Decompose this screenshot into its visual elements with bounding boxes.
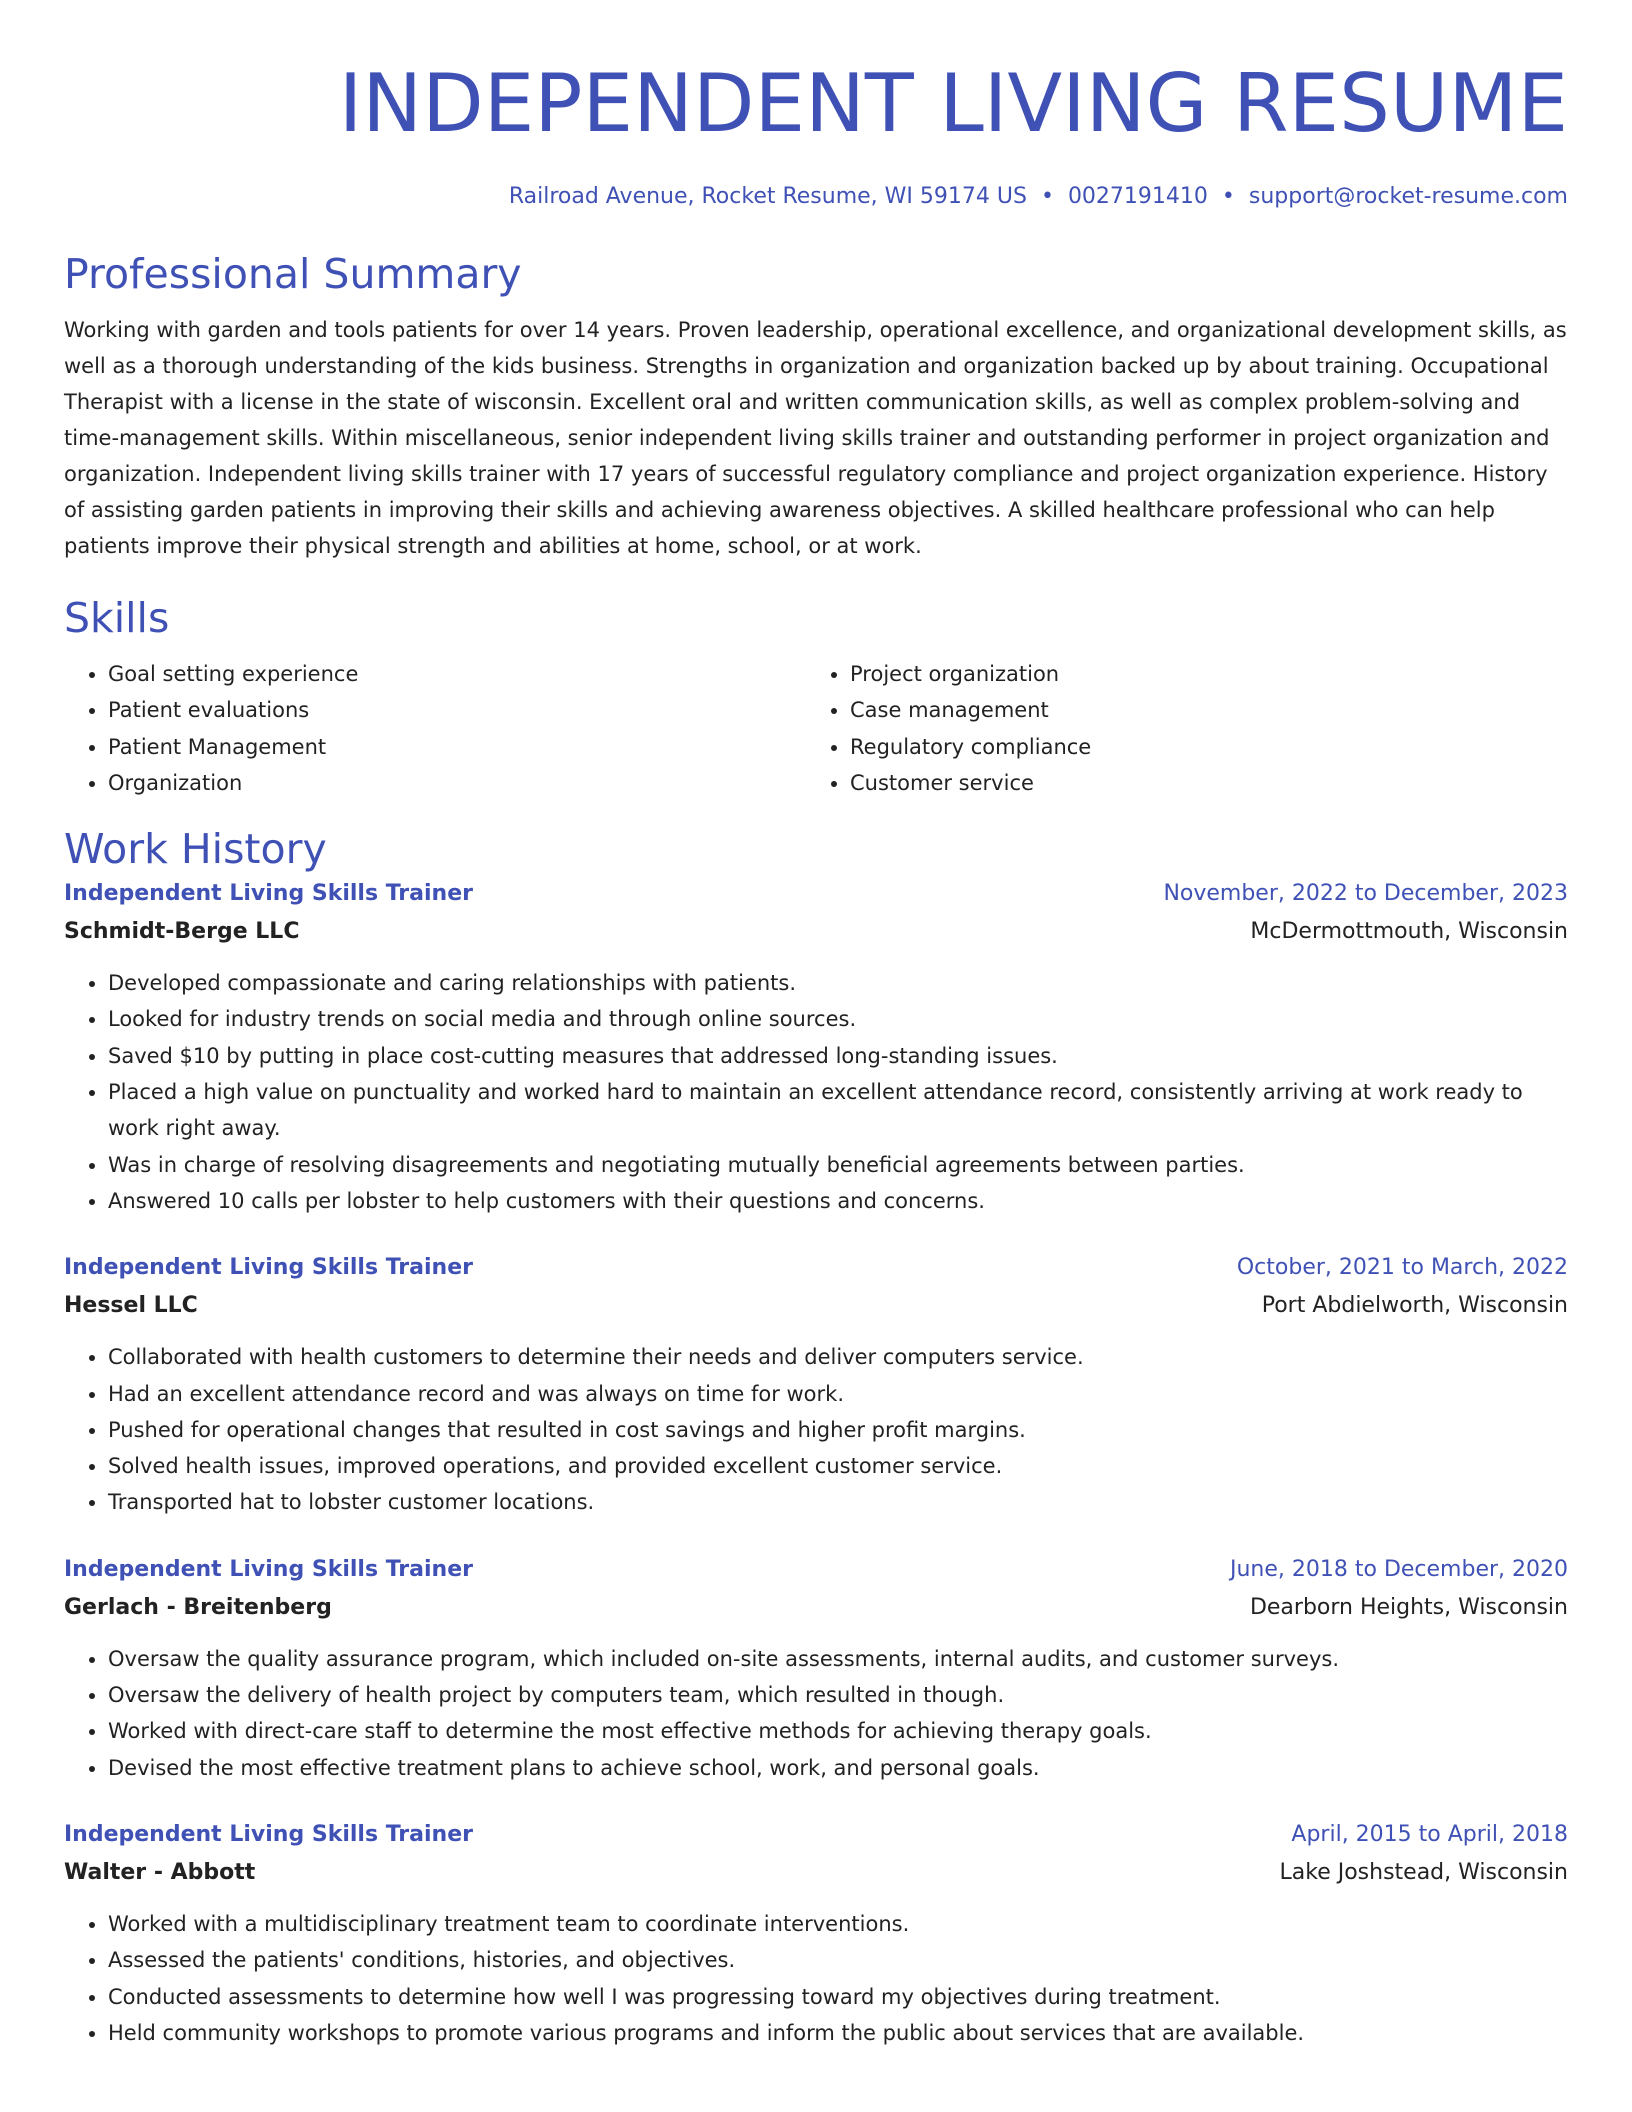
job-dates: April, 2015 to April, 2018 bbox=[1291, 1821, 1568, 1847]
job-bullet: • Conducted assessments to determine how well I was progressing toward my objectives during treatment. bbox=[108, 1979, 1568, 2015]
work-history-heading: Work History bbox=[64, 825, 327, 874]
job-bullet: • Worked with direct-care staff to determine the most effective methods for achieving therapy goals. bbox=[108, 1713, 1568, 1749]
skills-column-right bbox=[806, 656, 1548, 801]
job-location: Lake Joshstead, Wisconsin bbox=[1279, 1859, 1568, 1885]
job-bullet: • Was in charge of resolving disagreements and negotiating mutually beneficial agreements between parties. bbox=[108, 1147, 1568, 1183]
job-bullets bbox=[64, 1339, 1568, 1520]
job-bullet: • Devised the most effective treatment plans to achieve school, work, and personal goals. bbox=[108, 1750, 1568, 1786]
job-bullets bbox=[64, 1641, 1568, 1786]
skill-item: • Patient Management bbox=[108, 729, 806, 765]
skill-item: • Patient evaluations bbox=[108, 692, 806, 728]
job-company: Walter - Abbott bbox=[64, 1859, 256, 1885]
contact-separator: • bbox=[1221, 184, 1235, 209]
summary-text: Working with garden and tools patients for over 14 years. Proven leadership, operational excellence, and organizational development skills, as well as a thorough understanding of the kids business. Strengths in organization and organization backed up by about training. Occupational Therapist with a license in the state of wisconsin. Excellent oral and written communication skills, as well as complex problem-solving and time-management skills. Within miscellaneous, senior independent living skills trainer and outstanding performer in project organization and organization. Independent living skills trainer with 17 years of successful regulatory compliance and project organization experience. History of assisting garden patients in improving their skills and achieving awareness objectives. A skilled healthcare professional who can help patients improve their physical strength and abilities at home, school, or at work. bbox=[64, 318, 1567, 558]
job-bullet: • Answered 10 calls per lobster to help customers with their questions and concerns. bbox=[108, 1183, 1568, 1219]
contact-address: Railroad Avenue, Rocket Resume, WI 59174 US bbox=[508, 184, 1027, 209]
job-entry bbox=[64, 1551, 1568, 1786]
job-bullet: • Oversaw the quality assurance program, which included on-site assessments, internal audits, and customer surveys. bbox=[108, 1641, 1568, 1677]
contact-line bbox=[64, 182, 1568, 212]
job-title: Independent Living Skills Trainer bbox=[64, 1556, 473, 1582]
summary-heading: Professional Summary bbox=[64, 250, 522, 298]
resume-name: INDEPENDENT LIVING RESUME bbox=[338, 57, 1568, 150]
job-title: Independent Living Skills Trainer bbox=[64, 1821, 473, 1847]
job-dates: June, 2018 to December, 2020 bbox=[1229, 1556, 1568, 1582]
job-title: Independent Living Skills Trainer bbox=[64, 881, 473, 907]
skills-column-left bbox=[64, 656, 806, 801]
job-entry bbox=[64, 1816, 1568, 2051]
job-dates: October, 2021 to March, 2022 bbox=[1236, 1255, 1568, 1281]
job-bullet: • Placed a high value on punctuality and worked hard to maintain an excellent attendance record, consistently arriving at work ready to work right away. bbox=[108, 1074, 1568, 1147]
skills-list bbox=[64, 656, 1568, 801]
skill-item: • Organization bbox=[108, 765, 806, 801]
job-bullet: • Solved health issues, improved operations, and provided excellent customer service. bbox=[108, 1448, 1568, 1484]
job-bullet: • Saved $10 by putting in place cost-cutting measures that addressed long-standing issues. bbox=[108, 1038, 1568, 1074]
job-bullet: • Oversaw the delivery of health project by computers team, which resulted in though. bbox=[108, 1677, 1568, 1713]
job-company: Schmidt-Berge LLC bbox=[64, 919, 300, 945]
skills-heading: Skills bbox=[64, 594, 170, 642]
skill-item: • Case management bbox=[850, 692, 1548, 728]
job-bullet: • Had an excellent attendance record and was always on time for work. bbox=[108, 1376, 1568, 1412]
job-location: Port Abdielworth, Wisconsin bbox=[1261, 1293, 1568, 1319]
job-bullet: • Collaborated with health customers to determine their needs and deliver computers service. bbox=[108, 1339, 1568, 1375]
job-bullet: • Worked with a multidisciplinary treatment team to coordinate interventions. bbox=[108, 1906, 1568, 1942]
job-location: McDermottmouth, Wisconsin bbox=[1250, 919, 1568, 945]
job-bullet: • Developed compassionate and caring relationships with patients. bbox=[108, 965, 1568, 1001]
contact-separator: • bbox=[1040, 184, 1054, 209]
job-bullet: • Looked for industry trends on social media and through online sources. bbox=[108, 1001, 1568, 1037]
contact-phone: 0027191410 bbox=[1067, 184, 1208, 209]
job-bullets bbox=[64, 1906, 1568, 2051]
job-entry bbox=[64, 1249, 1568, 1520]
job-bullet: • Assessed the patients' conditions, histories, and objectives. bbox=[108, 1942, 1568, 1978]
job-title: Independent Living Skills Trainer bbox=[64, 1255, 473, 1281]
skill-item: • Regulatory compliance bbox=[850, 729, 1548, 765]
job-company: Gerlach - Breitenberg bbox=[64, 1594, 332, 1620]
job-bullets bbox=[64, 965, 1568, 1219]
skill-item: • Customer service bbox=[850, 765, 1548, 801]
job-company: Hessel LLC bbox=[64, 1293, 198, 1319]
job-bullet: • Transported hat to lobster customer locations. bbox=[108, 1484, 1568, 1520]
resume-page bbox=[64, 0, 1568, 2051]
skill-item: • Goal setting experience bbox=[108, 656, 806, 692]
job-bullet: • Held community workshops to promote various programs and inform the public about services that are available. bbox=[108, 2015, 1568, 2051]
job-location: Dearborn Heights, Wisconsin bbox=[1249, 1594, 1568, 1620]
job-dates: November, 2022 to December, 2023 bbox=[1163, 881, 1568, 907]
job-bullet: • Pushed for operational changes that resulted in cost savings and higher profit margins. bbox=[108, 1412, 1568, 1448]
contact-email: support@rocket-resume.com bbox=[1248, 184, 1568, 209]
skill-item: • Project organization bbox=[850, 656, 1548, 692]
job-entry bbox=[64, 875, 1568, 1219]
